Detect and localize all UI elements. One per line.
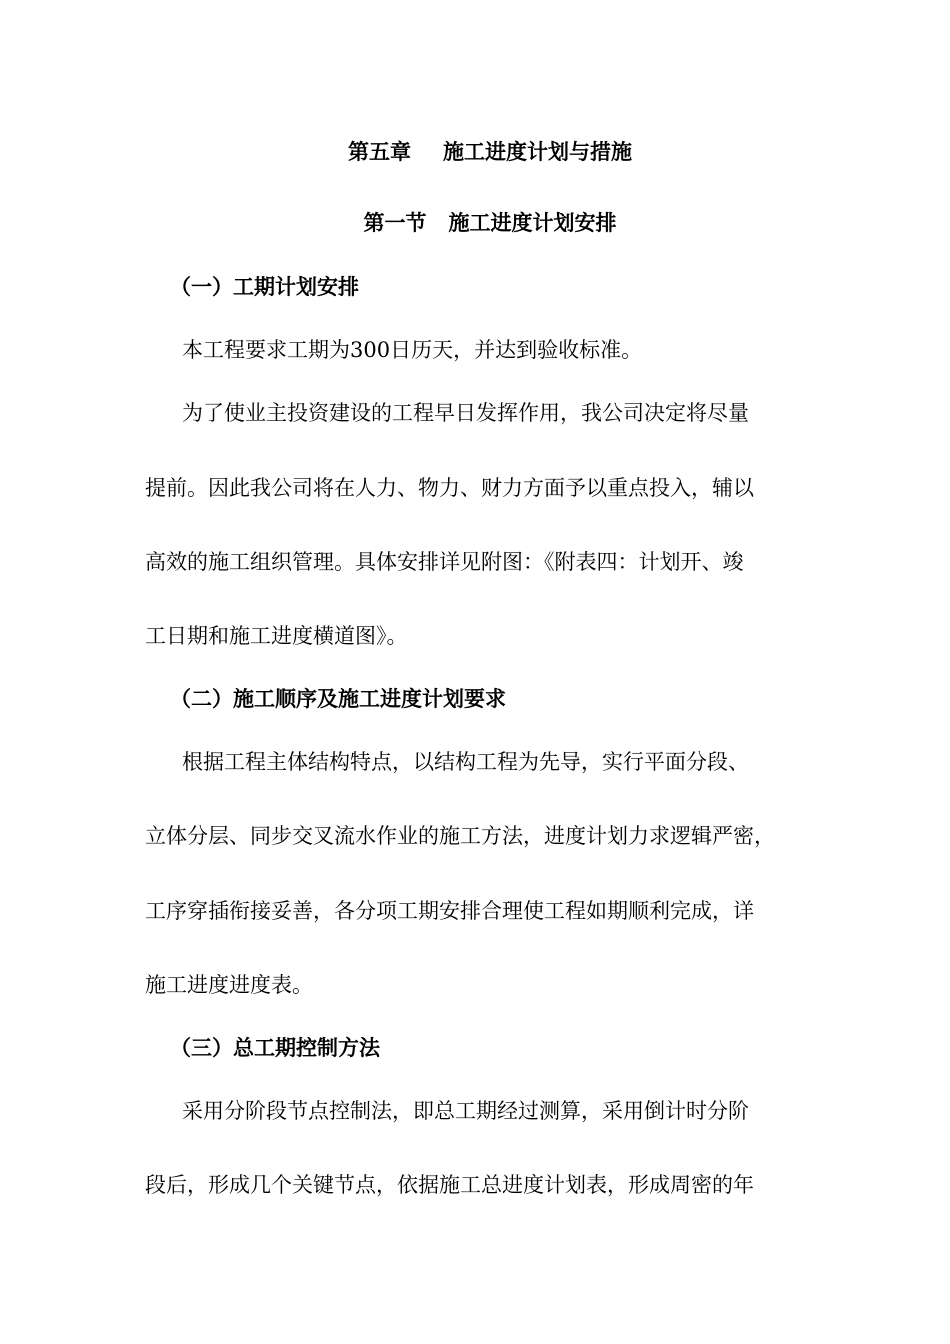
chapter-title: 施工进度计划与措施 xyxy=(443,139,632,164)
paragraph-line: 施工进度进度表。 xyxy=(145,973,313,997)
section-title: 施工进度计划安排 xyxy=(448,210,617,235)
paragraph-line: 立体分层、同步交叉流水作业的施工方法，进度计划力求逻辑严密， xyxy=(145,824,775,848)
chapter-heading xyxy=(0,137,950,167)
subsection-heading-2: （二）施工顺序及施工进度计划要求 xyxy=(170,686,506,711)
paragraph-line: 提前。因此我公司将在人力、物力、财力方面予以重点投入，辅以 xyxy=(145,476,754,500)
section-heading xyxy=(0,208,950,238)
paragraph-line: 采用分阶段节点控制法，即总工期经过测算，采用倒计时分阶 xyxy=(182,1099,749,1123)
paragraph-line: 本工程要求工期为300日历天，并达到验收标准。 xyxy=(182,338,643,362)
paragraph-line: 段后，形成几个关键节点，依据施工总进度计划表，形成周密的年 xyxy=(145,1173,754,1197)
paragraph-line: 高效的施工组织管理。具体安排详见附图：《附表四：计划开、竣 xyxy=(145,550,744,574)
chapter-number: 第五章 xyxy=(348,139,411,164)
paragraph-line: 工日期和施工进度横道图》。 xyxy=(145,624,408,648)
paragraph-line: 工序穿插衔接妥善，各分项工期安排合理使工程如期顺利完成，详 xyxy=(145,899,754,923)
paragraph-line: 根据工程主体结构特点，以结构工程为先导，实行平面分段、 xyxy=(182,750,749,774)
section-number: 第一节 xyxy=(363,210,427,235)
subsection-heading-1: （一）工期计划安排 xyxy=(170,274,359,299)
paragraph-line: 为了使业主投资建设的工程早日发挥作用，我公司决定将尽量 xyxy=(182,401,749,425)
subsection-heading-3: （三）总工期控制方法 xyxy=(170,1035,380,1060)
